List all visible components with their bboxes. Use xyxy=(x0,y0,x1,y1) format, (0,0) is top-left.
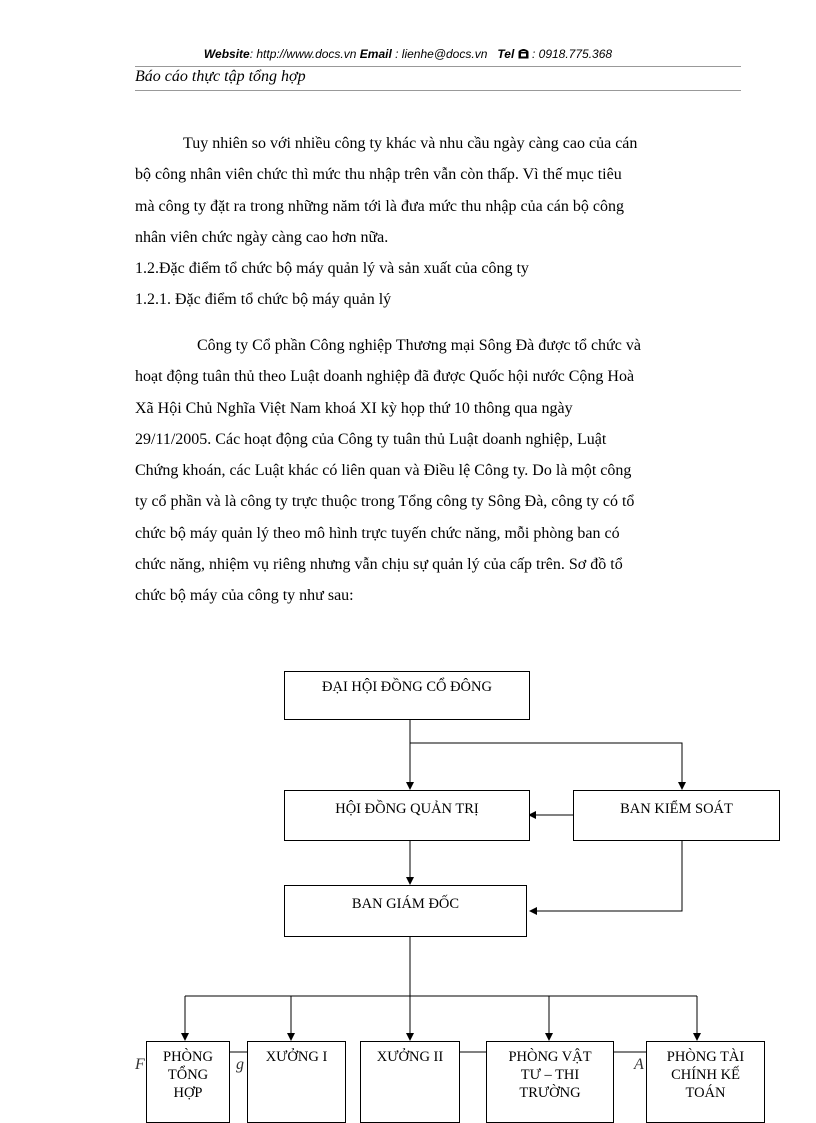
footer-text-fragment: g xyxy=(236,1056,244,1073)
box-line: HỢP xyxy=(173,1085,203,1101)
box-line: PHÒNG xyxy=(163,1049,213,1065)
box-board xyxy=(284,790,530,841)
footer-text-fragment: A xyxy=(634,1056,644,1073)
box-line: PHÒNG VẬT xyxy=(508,1049,592,1065)
tel-value: : 0918.775.368 xyxy=(531,47,613,61)
tel-label: Tel xyxy=(497,47,515,61)
connector-shareholders-supervisory xyxy=(410,743,682,789)
box-directors-label: BAN GIÁM ĐỐC xyxy=(351,896,460,912)
box-supervisory xyxy=(573,790,780,841)
text-line: bộ công nhân viên chức thì mức thu nhập trên vẫn còn thấp. Vì thế mục tiêu xyxy=(135,166,622,184)
footer-text-fragment: F xyxy=(135,1056,145,1073)
box-workshop-1 xyxy=(247,1041,346,1123)
box-workshop-2-label: XƯỞNG II xyxy=(376,1049,444,1065)
text-line: mà công ty đặt ra trong những năm tới là đưa mức thu nhập của cán bộ công xyxy=(135,197,625,215)
report-title: Báo cáo thực tập tổng hợp xyxy=(135,68,306,85)
box-directors xyxy=(284,885,527,937)
email-value: : lienhe@docs.vn xyxy=(391,47,488,61)
box-dept-finance xyxy=(646,1041,765,1123)
box-line: TƯ – THI xyxy=(520,1067,580,1083)
text-line: Chứng khoán, các Luật khác có liên quan và Điều lệ Công ty. Do là một công xyxy=(135,462,632,480)
website-label: Website xyxy=(203,47,250,61)
box-dept-supply xyxy=(486,1041,614,1123)
text-line: Xã Hội Chủ Nghĩa Việt Nam khoá XI kỳ họp thứ 10 thông qua ngày xyxy=(135,399,573,417)
text-line: ty cổ phần và là công ty trực thuộc trong Tổng công ty Sông Đà, công ty có tổ xyxy=(135,493,635,511)
text-line: chức năng, nhiệm vụ riêng nhưng vẫn chịu sự quản lý của cấp trên. Sơ đồ tổ xyxy=(135,556,623,574)
box-line: TRƯỜNG xyxy=(519,1085,581,1101)
box-board-label: HỘI ĐỒNG QUẢN TRỊ xyxy=(335,801,479,817)
website-value: : http://www.docs.vn xyxy=(249,47,357,61)
section-heading-1-2-1: 1.2.1. Đặc điểm tổ chức bộ máy quản lý xyxy=(135,291,392,309)
text-line: chức bộ máy của công ty như sau: xyxy=(135,587,354,605)
box-workshop-2 xyxy=(360,1041,460,1123)
connector-supervisory-directors xyxy=(530,840,682,911)
text-line: chức bộ máy quản lý theo mô hình trực tuyến chức năng, mỗi phòng ban có xyxy=(135,524,620,542)
text-line: 29/11/2005. Các hoạt động của Công ty tuân thủ Luật doanh nghiệp, Luật xyxy=(135,430,607,448)
box-line: TOÁN xyxy=(685,1085,726,1101)
text-line: Tuy nhiên so với nhiều công ty khác và nhu cầu ngày càng cao của cán xyxy=(183,135,638,152)
text-line: nhân viên chức ngày càng cao hơn nữa. xyxy=(135,228,389,246)
box-supervisory-label: BAN KIỂM SOÁT xyxy=(620,801,733,817)
text-line: Công ty Cổ phần Công nghiệp Thương mại Sông Đà được tổ chức và xyxy=(197,337,641,354)
email-label: Email xyxy=(359,47,392,61)
section-heading-1-2: 1.2.Đặc điểm tổ chức bộ máy quản lý và sản xuất của công ty xyxy=(135,260,529,278)
box-line: PHÒNG TÀI xyxy=(666,1049,745,1065)
box-shareholders xyxy=(284,671,530,720)
box-line: TỔNG xyxy=(167,1067,209,1083)
text-line: hoạt động tuân thủ theo Luật doanh nghiệp đã được Quốc hội nước Cộng Hoà xyxy=(135,368,635,386)
box-shareholders-label: ĐẠI HỘI ĐỒNG CỔ ĐÔNG xyxy=(322,679,492,695)
box-dept-general xyxy=(146,1041,230,1123)
box-line: CHÍNH KẾ xyxy=(671,1067,740,1083)
box-workshop-1-label: XƯỞNG I xyxy=(265,1049,328,1065)
